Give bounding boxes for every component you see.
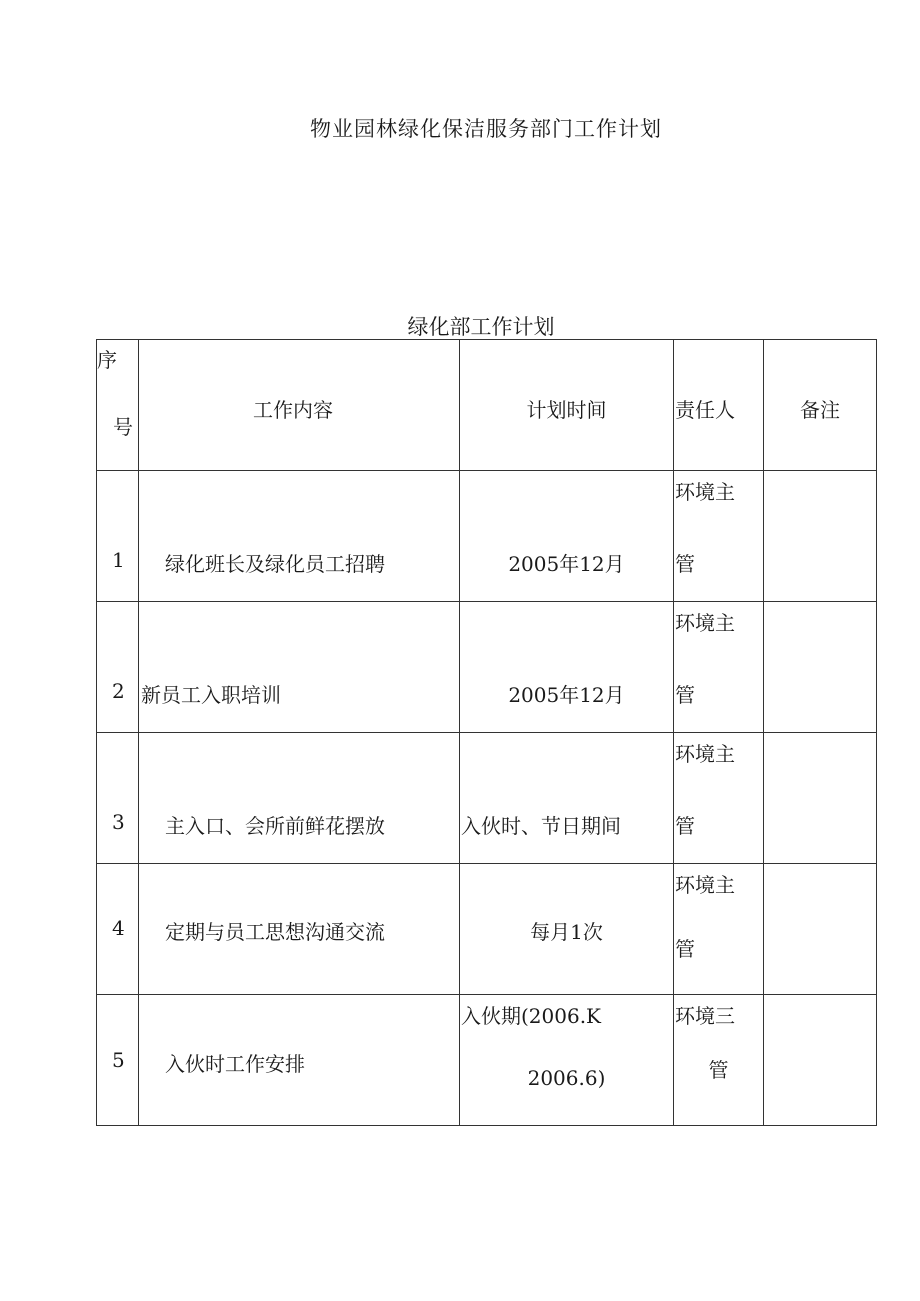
- row-time-line1: 入伙期(2006.K: [461, 1004, 601, 1028]
- header-no: [97, 340, 139, 471]
- cell-content: [139, 864, 460, 995]
- cell-time: [460, 602, 674, 733]
- cell-note: [764, 602, 877, 733]
- work-plan-table: [96, 339, 877, 1126]
- header-note-label: 备注: [800, 398, 840, 422]
- cell-no: [97, 602, 139, 733]
- row-owner-line1: 环境主: [675, 611, 735, 635]
- row-owner-line1: 环境主: [675, 742, 735, 766]
- cell-no: [97, 471, 139, 602]
- cell-time: [460, 995, 674, 1126]
- row-owner-line2: 管: [708, 1058, 729, 1082]
- row-time: 2005年12月: [508, 552, 625, 576]
- table-caption: 绿化部工作计划: [407, 315, 555, 339]
- cell-time: [460, 471, 674, 602]
- row-number: 4: [112, 916, 125, 940]
- row-owner-line1: 环境主: [675, 480, 735, 504]
- cell-content: [139, 995, 460, 1126]
- cell-content: [139, 471, 460, 602]
- cell-owner: [674, 995, 764, 1126]
- row-owner-line2: 管: [675, 937, 695, 961]
- row-owner-line1: 环境主: [675, 873, 735, 897]
- row-number: 5: [112, 1048, 125, 1072]
- row-time: 每月1次: [530, 920, 603, 944]
- table-row: [97, 864, 877, 995]
- cell-owner: [674, 733, 764, 864]
- row-number: 3: [112, 810, 125, 834]
- header-no-line2: 号: [113, 415, 133, 439]
- document-title: 物业园林绿化保洁服务部门工作计划: [310, 117, 662, 141]
- row-number: 2: [112, 679, 125, 703]
- cell-owner: [674, 471, 764, 602]
- cell-no: [97, 864, 139, 995]
- cell-note: [764, 995, 877, 1126]
- table-header-row: [97, 340, 877, 471]
- row-owner-line2: 管: [675, 552, 695, 576]
- row-content: 新员工入职培训: [141, 683, 281, 707]
- row-time: 2005年12月: [508, 683, 625, 707]
- header-content-label: 工作内容: [253, 398, 333, 422]
- row-time: 入伙时、节日期间: [461, 814, 621, 838]
- cell-owner: [674, 864, 764, 995]
- header-owner-label: 责任人: [675, 398, 735, 422]
- cell-no: [97, 995, 139, 1126]
- cell-time: [460, 864, 674, 995]
- row-time-line2: 2006.6): [527, 1066, 606, 1090]
- table-row: [97, 602, 877, 733]
- header-no-line1: 序: [97, 348, 117, 372]
- row-content: 定期与员工思想沟通交流: [165, 920, 385, 944]
- row-content: 绿化班长及绿化员工招聘: [165, 552, 385, 576]
- row-content: 主入口、会所前鲜花摆放: [165, 814, 385, 838]
- header-note: [764, 340, 877, 471]
- cell-note: [764, 864, 877, 995]
- header-time: [460, 340, 674, 471]
- cell-owner: [674, 602, 764, 733]
- row-owner-line2: 管: [675, 814, 695, 838]
- cell-content: [139, 602, 460, 733]
- row-owner-line1: 环境三: [675, 1004, 735, 1028]
- table-row: [97, 471, 877, 602]
- cell-note: [764, 471, 877, 602]
- cell-content: [139, 733, 460, 864]
- cell-time: [460, 733, 674, 864]
- row-number: 1: [112, 548, 125, 572]
- cell-note: [764, 733, 877, 864]
- cell-no: [97, 733, 139, 864]
- row-content: 入伙时工作安排: [165, 1052, 305, 1076]
- header-time-label: 计划时间: [526, 398, 607, 422]
- header-owner: [674, 340, 764, 471]
- table-row: [97, 733, 877, 864]
- row-owner-line2: 管: [675, 683, 695, 707]
- table-row: [97, 995, 877, 1126]
- header-content: [139, 340, 460, 471]
